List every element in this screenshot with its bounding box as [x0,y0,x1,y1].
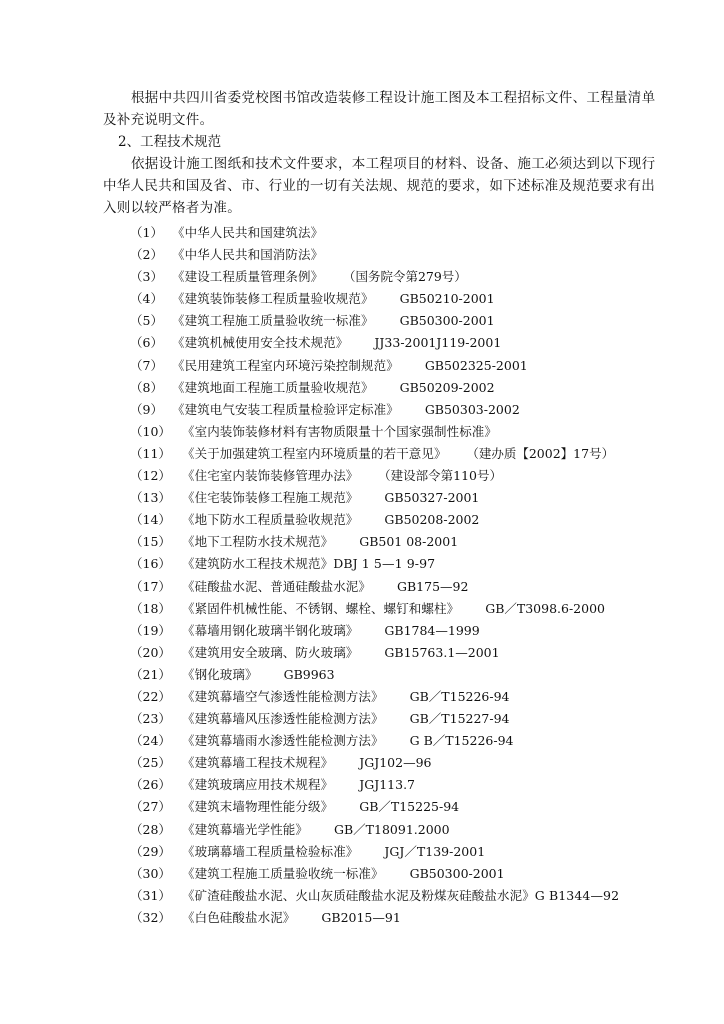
list-item [130,509,710,531]
item-number: （12） [130,468,171,484]
item-number: （21） [130,666,171,682]
standard-code: （国务院令第279号） [349,269,467,285]
standard-code: JGJ102—96 [359,755,432,771]
standards-list [130,222,710,929]
standard-name: 《建筑防水工程技术规范》DBJ 1 5—1 9-97 [182,556,436,572]
standard-name: 《白色硅酸盐水泥》 [182,909,296,925]
standard-name: 《地下防水工程质量验收规范》 [182,512,359,528]
standard-code: GB502325-2001 [424,357,528,373]
standard-code: GB50300-2001 [409,865,505,881]
standard-name: 《关于加强建筑工程室内环境质量的若干意见》 [182,445,447,461]
standard-name: 《紧固件机械性能、不锈钢、螺栓、螺钉和螺柱》 [182,600,460,616]
list-item [130,465,710,487]
item-number: （25） [130,755,171,771]
item-number: （19） [130,622,171,638]
standard-name: 《建筑幕墙光学性能》 [182,821,309,837]
list-item [130,885,710,907]
standard-code: GB／T15226-94 [409,688,510,704]
list-item [130,796,710,818]
item-number: （7） [130,357,163,373]
standard-code: GB50209-2002 [399,379,495,395]
intro-paragraph: 根据中共四川省委党校图书馆改造装修工程设计施工图及本工程招标文件、工程量清单及补充说明文件。 [103,90,656,128]
item-number: （22） [130,688,171,704]
list-item [130,222,710,244]
standard-name: 《室内装饰装修材料有害物质限量十个国家强制性标准》 [182,423,498,439]
item-number: （8） [130,379,163,395]
standard-code: GB50208-2002 [384,512,480,528]
standard-code: JGJ113.7 [359,777,415,793]
standard-name: 《地下工程防水技术规范》 [182,534,334,550]
list-item [130,288,710,310]
standard-code: GB／T18091.2000 [334,821,450,837]
standard-code: （建办质【2002】17号） [472,445,615,461]
item-number: （10） [130,423,171,439]
list-item [130,266,710,288]
list-item [130,355,710,377]
list-item [130,774,710,796]
standard-name: 《建筑工程施工质量验收统一标准》 [182,865,384,881]
list-item [130,708,710,730]
item-number: （6） [130,335,163,351]
standard-name: 《建筑工程施工质量验收统一标准》 [172,313,374,329]
list-item [130,332,710,354]
list-item [130,620,710,642]
standard-code: GB50327-2001 [384,490,480,506]
standard-name: 《建筑末墙物理性能分级》 [182,799,334,815]
standard-code: GB／T15225-94 [359,799,460,815]
item-number: （20） [130,644,171,660]
standard-name: 《建筑幕墙雨水渗透性能检测方法》 [182,733,384,749]
standard-name: 《建筑用安全玻璃、防火玻璃》 [182,644,359,660]
item-number: （15） [130,534,171,550]
item-number: （2） [130,247,163,263]
list-item [130,598,710,620]
standard-name: 《建筑电气安装工程质量检验评定标准》 [172,401,399,417]
list-item [130,686,710,708]
standard-code: GB9963 [283,666,335,682]
standard-name: 《幕墙用钢化玻璃半钢化玻璃》 [182,622,359,638]
item-number: （17） [130,578,171,594]
list-item [130,399,710,421]
standard-name: 《矿渣硅酸盐水泥、火山灰质硅酸盐水泥及粉煤灰硅酸盐水泥》G B1344—92 [182,887,620,903]
standard-code: GB50210-2001 [399,291,495,307]
list-item [130,553,710,575]
standard-name: 《建筑机械使用安全技术规范》 [172,335,349,351]
section-heading: 2、工程技术规范 [118,134,222,150]
item-number: （16） [130,556,171,572]
list-item [130,576,710,598]
standard-code: GB501 08-2001 [359,534,459,550]
item-number: （14） [130,512,171,528]
requirement-paragraph: 依据设计施工图纸和技术文件要求，本工程项目的材料、设备、施工必须达到以下现行中华人民共和国及省、市、行业的一切有关法规、规范的要求，如下述标准及规范要求有出入则以较严格者为准。 [103,156,656,216]
list-item [130,752,710,774]
standard-name: 《住宅室内装饰装修管理办法》 [182,468,359,484]
standard-code: GB／T3098.6-2000 [485,600,605,616]
list-item [130,907,710,929]
list-item [130,730,710,752]
item-number: （24） [130,733,171,749]
item-number: （30） [130,865,171,881]
standard-code: GB175—92 [397,578,469,594]
item-number: （26） [130,777,171,793]
standard-name: 《建筑幕墙工程技术规程》 [182,755,334,771]
standard-name: 《民用建筑工程室内环境污染控制规范》 [172,357,399,373]
list-item [130,819,710,841]
standard-name: 《住宅装饰装修工程施工规范》 [182,490,359,506]
item-number: （28） [130,821,171,837]
list-item [130,863,710,885]
list-item [130,664,710,686]
standard-code: GB50303-2002 [424,401,520,417]
standard-code: GB1784—1999 [384,622,480,638]
list-item [130,443,710,465]
standard-code: GB／T15227-94 [409,711,510,727]
list-item [130,841,710,863]
item-number: （13） [130,490,171,506]
list-item [130,377,710,399]
standard-code: JJ33-2001J119-2001 [374,335,502,351]
standard-name: 《建筑幕墙风压渗透性能检测方法》 [182,711,384,727]
item-number: （11） [130,445,171,461]
item-number: （1） [130,225,163,240]
standard-name: 《中华人民共和国消防法》 [172,247,324,263]
item-number: （23） [130,711,171,727]
item-number: （18） [130,600,171,616]
standard-name: 《建筑地面工程施工质量验收规范》 [172,379,374,395]
list-item [130,421,710,443]
standard-name: 《建筑幕墙空气渗透性能检测方法》 [182,688,384,704]
item-number: （9） [130,401,163,417]
standard-name: 《玻璃幕墙工程质量检验标准》 [182,843,359,859]
standard-code: GB15763.1—2001 [384,644,500,660]
item-number: （3） [130,269,163,285]
list-item [130,487,710,509]
list-item [130,244,710,266]
standard-code: （建设部令第110号） [384,468,503,484]
standard-code: G B／T15226-94 [409,733,514,749]
standard-code: GB50300-2001 [399,313,495,329]
standard-name: 《建筑装饰装修工程质量验收规范》 [172,291,374,307]
standard-name: 《中华人民共和国建筑法》 [172,225,324,240]
item-number: （27） [130,799,171,815]
list-item [130,642,710,664]
list-item [130,310,710,332]
standard-name: 《建设工程质量管理条例》 [172,269,324,285]
standard-name: 《建筑玻璃应用技术规程》 [182,777,334,793]
standard-code: JGJ／T139-2001 [384,843,486,859]
item-number: （32） [130,909,171,925]
item-number: （31） [130,887,171,903]
item-number: （29） [130,843,171,859]
item-number: （5） [130,313,163,329]
item-number: （4） [130,291,163,307]
standard-code: GB2015—91 [321,909,401,925]
standard-name: 《钢化玻璃》 [182,666,258,682]
list-item [130,531,710,553]
standard-name: 《硅酸盐水泥、普通硅酸盐水泥》 [182,578,372,594]
